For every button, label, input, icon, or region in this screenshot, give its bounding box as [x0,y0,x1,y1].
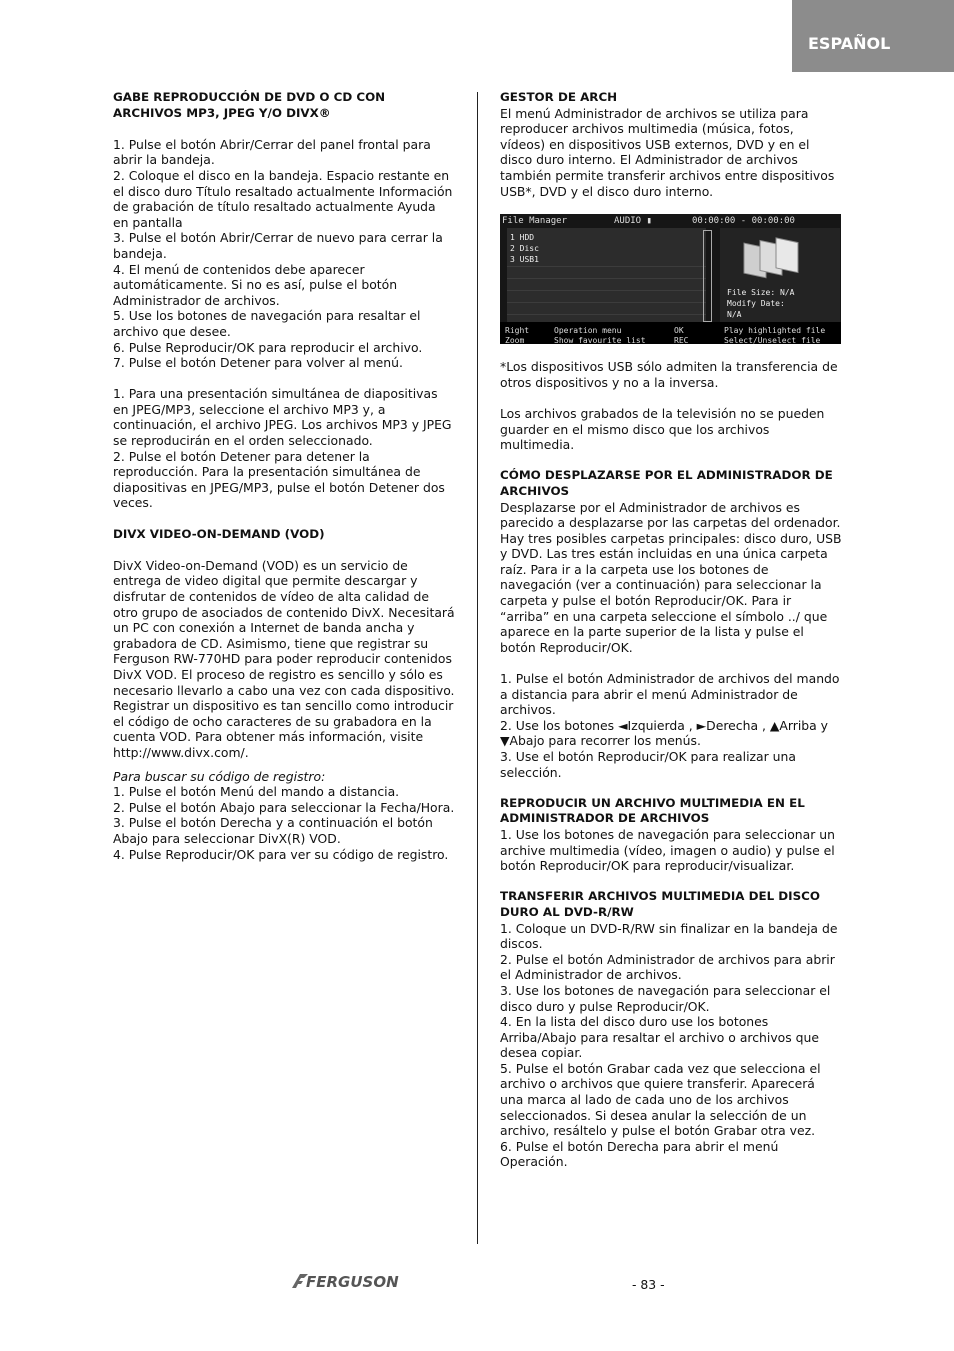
nav-step: 3. Use el botón Reproducir/OK para realizar una selección. [500,749,796,780]
transfer-step: 6. Pulse el botón Derecha para abrir el menú Operación. [500,1138,779,1170]
ferguson-logo-icon [288,1271,434,1291]
file-manager-screenshot [500,214,841,344]
fm-mode [614,214,692,228]
transfer-step: 1. Coloque un DVD-R/RW sin finalizar en la bandeja de discos. [500,920,838,952]
play-media-paragraph: 1. Use los botones de navegación para seleccionar un archive multimedia (vídeo, imagen o audio) y pulse el botón Reproducir/OK para reproducir/visualizar. [500,826,835,874]
nav-step: 2. Use los botones ◄Izquierda , ►Derecha , ▲Arriba y ▼Abajo para recorrer los menús. [500,717,829,749]
fm-row-divider [507,266,706,267]
audio-icon: ▮ [646,216,652,227]
fm-help-key: REC [674,336,689,345]
language-tab [792,0,954,72]
heading-playback: GABE REPRODUCCIÓN DE DVD O CD CON ARCHIVOS MP3, JPEG Y/O DIVX® [113,90,386,120]
fm-row-divider [507,302,706,303]
play-step: 7. Pulse el botón Detener para volver al menú. [113,355,403,371]
fm-list-item: 3 USB1 [510,255,539,265]
navigation-paragraph: Desplazarse por el Administrador de archivos es parecido a desplazarse por las carpetas del ordenador. Hay tres posibles carpetas principales: disco duro, USB y DVD. Las tres están incluidas en una única carpeta raíz. Para ir a la carpeta use los botones de navegación (ver a continuación) para seleccionar la carpeta y pulse el botón Reproducir/OK. Para ir “arriba” en una carpeta seleccione el símbolo ../ que aparece en la parte superior de la lista y pulse el botón Reproducir/OK. [500,499,842,655]
fm-list-item: 2 Disc [510,244,539,254]
fm-row-divider [507,278,706,279]
fm-time: 00:00:00 - 00:00:00 [692,216,795,227]
code-step: 1. Pulse el botón Menú del mando a distancia. [113,784,400,800]
heading-navigation: CÓMO DESPLAZARSE POR EL ADMINISTRADOR DE ARCHIVOS [500,468,833,498]
usb-note: *Los dispositivos USB sólo admiten la transferencia de otros dispositivos y no a la inversa. [500,359,838,390]
slideshow-step: 1. Para una presentación simultánea de diapositivas en JPEG/MP3, seleccione el archivo MP3 y, a continuación, el archivo JPEG. Los archivos MP3 y JPEG se reproducirán en el orden seleccionado. [113,386,452,449]
code-step: 3. Pulse el botón Derecha y a continuación el botón Abajo para seleccionar DivX(R) VOD. [113,815,433,846]
fm-help-key: Zoom [505,336,525,345]
play-step: 3. Pulse el botón Abrir/Cerrar de nuevo para cerrar la bandeja. [113,230,443,261]
play-step: 6. Pulse Reproducir/OK para reproducir el archivo. [113,339,423,355]
code-step: 4. Pulse Reproducir/OK para ver su código de registro. [113,846,449,862]
fm-help-text: Play highlighted file [724,326,826,336]
logo-text: FERGUSON [306,1273,399,1291]
heading-divx-vod: DIVX VIDEO-ON-DEMAND (VOD) [113,526,325,541]
heading-transfer: TRANSFERIR ARCHIVOS MULTIMEDIA DEL DISCO DURO AL DVD-R/RW [500,889,820,919]
fm-top-bar [500,214,841,228]
folders-icon [720,228,840,288]
fm-modify-value: N/A [727,310,742,320]
fm-title: File Manager [502,216,568,227]
fm-file-size: File Size: N/A [727,288,795,298]
file-manager-intro: El menú Administrador de archivos se utiliza para reproducer archivos multimedia (música, fotos, vídeos) en dispositivos USB externos, DVD y en el disco duro interno. El Administrador de archivos también permite transferir archivos entre dispositivos USB*, DVD y el disco duro interno. [500,105,835,199]
fm-modify-date: Modify Date: [727,299,785,309]
fm-help-text: Show favourite list [554,336,646,345]
fm-scrollbar [703,230,712,322]
right-column [500,90,842,1170]
play-step: 1. Pulse el botón Abrir/Cerrar del panel frontal para abrir la bandeja. [113,136,431,168]
column-divider [477,92,478,1244]
fm-file-list [507,228,706,323]
code-intro: Para buscar su código de registro: [113,768,326,784]
left-column [113,90,455,862]
code-step: 2. Pulse el botón Abajo para seleccionar la Fecha/Hora. [113,799,455,815]
fm-help-text: Operation menu [554,326,622,336]
fm-list-item: 1 HDD [510,233,535,243]
fm-row-divider [507,314,706,315]
page-number: - 83 - [632,1277,665,1292]
vod-paragraph: DivX Video-on-Demand (VOD) es un servicio de entrega de video digital que permite descargar y disfrutar de contenidos de vídeo de alta calidad de otro grupo de asociados de contenido DivX. Necesitará un PC con conexión a Internet de banda ancha y grabadora de CD. Asimismo, tiene que registrar su Ferguson RW-770HD para poder reproducir contenidos DivX VOD. El proceso de registro es sencillo y sólo es necesario llevarlo a cabo una vez con cada dispositivo. Registrar un dispositivo es tan sencillo como introducir el código de ocho caracteres de su grabadora en la cuenta VOD. Para obtener más información, visite http://www.divx.com/. [113,557,455,760]
tv-note: Los archivos grabados de la televisión no se pueden guarder en el mismo disco que los archivos multimedia. [500,405,825,453]
fm-help-key: OK [674,326,684,336]
nav-step: 1. Pulse el botón Administrador de archivos del mando a distancia para abrir el menú Administrador de archivos. [500,671,840,718]
fm-help-text: Select/Unselect file [724,336,821,345]
heading-file-manager: GESTOR DE ARCH [500,90,618,104]
transfer-step: 2. Pulse el botón Administrador de archivos para abrir el Administrador de archivos. [500,951,835,983]
transfer-step: 4. En la lista del disco duro use los botones Arriba/Abajo para resaltar el archivo o archivos que desea copiar. [500,1014,819,1061]
play-step: 5. Use los botones de navegación para resaltar el archivo que desee. [113,308,421,339]
fm-help-key: Right [505,326,530,336]
slideshow-step: 2. Pulse el botón Detener para detener la reproducción. Para la presentación simultánea de diapositivas en JPEG/MP3, pulse el botón Detener dos veces. [113,448,445,511]
ferguson-logo [288,1271,434,1295]
fm-row-divider [507,290,706,291]
heading-play-media: REPRODUCIR UN ARCHIVO MULTIMEDIA EN EL ADMINISTRADOR DE ARCHIVOS [500,795,805,826]
transfer-step: 3. Use los botones de navegación para seleccionar el disco duro y pulse Reproducir/OK. [500,982,831,1014]
fm-help-bar [500,322,841,344]
language-label: ESPAÑOL [808,33,891,53]
play-step: 2. Coloque el disco en la bandeja. Espacio restante en el disco duro Título resaltado actualmente Información de grabación de título resaltado actualmente Ayuda en pantalla [113,167,453,230]
transfer-step: 5. Pulse el botón Grabar cada vez que selecciona el archivo o archivos que quiere transferir. Aparecerá una marca al lado de cada uno de los archivos seleccionados. Si desea anular la selección de un archivo, resáltelo y pulse el botón Grabar otra vez. [500,1060,821,1139]
play-step: 4. El menú de contenidos debe aparecer automáticamente. Si no es así, pulse el botón Administrador de archivos. [113,261,398,308]
fm-mode-label: AUDIO [614,216,642,227]
